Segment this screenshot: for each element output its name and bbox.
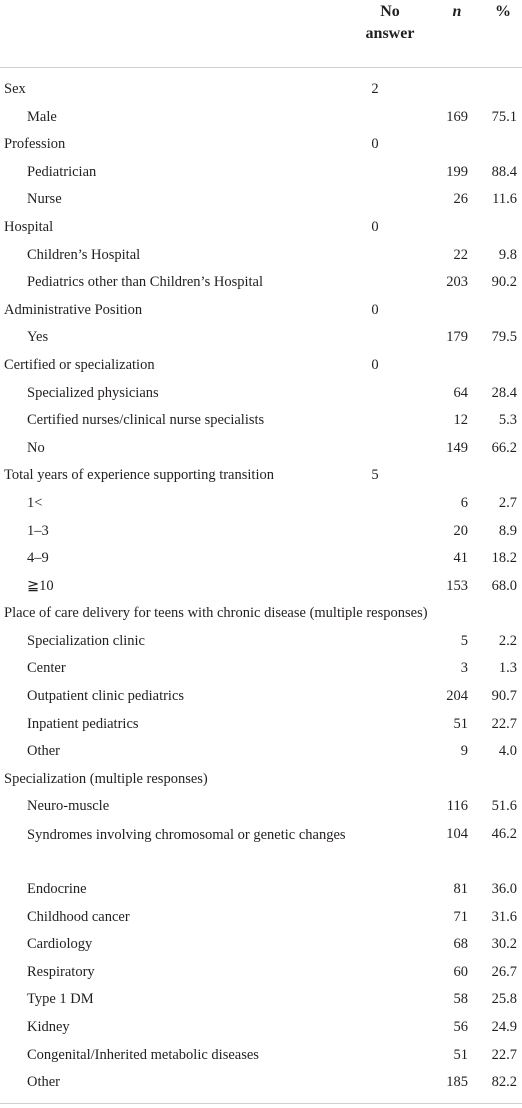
- table-row: [0, 186, 522, 214]
- table-row: [0, 131, 522, 159]
- table-row: [0, 959, 522, 987]
- table-row: [0, 518, 522, 546]
- row-percent: 30.2: [491, 936, 517, 953]
- row-percent: 31.6: [491, 908, 517, 925]
- row-percent: 36.0: [491, 881, 517, 898]
- row-label: Kidney: [27, 1019, 70, 1035]
- row-n: 56: [453, 1019, 468, 1035]
- table-row: [0, 1069, 522, 1097]
- row-n: 104: [446, 826, 468, 843]
- table-row: [0, 490, 522, 518]
- row-n: 179: [446, 329, 468, 346]
- row-label: Outpatient clinic pediatrics: [27, 688, 185, 705]
- row-label: Other: [27, 1074, 61, 1091]
- row-label: Other: [27, 743, 61, 760]
- row-n: 20: [453, 522, 468, 539]
- row-no-answer: 0: [371, 356, 379, 373]
- row-label: Endocrine: [27, 881, 87, 898]
- row-percent: 22.7: [491, 1046, 517, 1063]
- row-percent: 4.0: [498, 743, 517, 760]
- row-no-answer: 0: [371, 218, 379, 235]
- table-row: [0, 766, 522, 794]
- header-percent: %: [495, 3, 511, 20]
- row-percent: 9.8: [498, 246, 517, 263]
- table-row: [0, 655, 522, 683]
- row-label: 1–3: [27, 522, 49, 539]
- table-row: [0, 407, 522, 435]
- row-n: 116: [446, 798, 468, 815]
- row-percent: 2.2: [498, 632, 517, 649]
- row-label: Neuro-muscle: [27, 798, 110, 815]
- row-label: Syndromes involving chromosomal or genetic changes: [27, 827, 346, 844]
- row-n: 51: [453, 715, 468, 732]
- row-percent: 24.9: [491, 1019, 517, 1035]
- row-percent: 5.3: [498, 412, 517, 429]
- row-label: Center: [27, 660, 66, 677]
- row-n: 58: [453, 991, 468, 1008]
- row-n: 68: [453, 936, 468, 953]
- table-row: [0, 931, 522, 959]
- row-label: Hospital: [4, 218, 54, 235]
- row-percent: 26.7: [491, 963, 517, 980]
- table-row: [0, 711, 522, 739]
- row-n: 199: [446, 163, 468, 180]
- row-percent: 90.2: [491, 274, 517, 291]
- row-no-answer: 0: [371, 301, 379, 318]
- row-label: Congenital/Inherited metabolic diseases: [27, 1046, 259, 1063]
- row-label: Certified or specialization: [4, 356, 155, 373]
- row-label: Pediatrician: [27, 163, 97, 180]
- table-row: [0, 876, 522, 904]
- row-n: 51: [453, 1046, 468, 1063]
- table-header: [0, 0, 522, 68]
- table-row: [0, 793, 522, 821]
- row-n: 64: [453, 384, 468, 401]
- table-row: [0, 600, 522, 628]
- table-row: [0, 214, 522, 242]
- table-row: [0, 352, 522, 380]
- row-percent: 66.2: [491, 439, 517, 456]
- row-label: Inpatient pediatrics: [27, 715, 139, 732]
- row-n: 41: [453, 550, 468, 567]
- row-label: Total years of experience supporting transition: [4, 467, 274, 484]
- row-percent: 25.8: [491, 991, 517, 1008]
- row-no-answer: 5: [371, 467, 379, 484]
- row-percent: 68.0: [491, 577, 517, 594]
- table-row: [0, 159, 522, 187]
- row-percent: 1.3: [498, 660, 517, 677]
- row-n: 3: [460, 660, 468, 677]
- row-label: Specialization clinic: [27, 632, 145, 649]
- row-n: 185: [446, 1074, 468, 1091]
- row-n: 12: [453, 412, 468, 429]
- row-label: Cardiology: [27, 936, 93, 953]
- row-label: Children’s Hospital: [27, 246, 141, 263]
- row-percent: 11.6: [492, 191, 517, 208]
- header-n: n: [452, 3, 462, 20]
- row-label: Specialization (multiple responses): [4, 770, 208, 787]
- table-row: [0, 904, 522, 932]
- table-row: [0, 738, 522, 766]
- row-n: 204: [446, 688, 468, 705]
- row-label: Sex: [4, 81, 26, 97]
- row-label: ≧10: [27, 577, 54, 594]
- row-percent: 82.2: [491, 1074, 517, 1091]
- table-row: [0, 1042, 522, 1070]
- row-label: Childhood cancer: [27, 908, 130, 925]
- table-bottom-rule: [0, 1103, 522, 1104]
- table-row: [0, 628, 522, 656]
- table-row: [0, 545, 522, 573]
- row-percent: 79.5: [491, 329, 517, 346]
- table-row: [0, 76, 522, 104]
- table-row: [0, 104, 522, 132]
- row-label: Administrative Position: [4, 301, 143, 318]
- row-n: 81: [453, 881, 468, 898]
- row-n: 169: [446, 108, 468, 125]
- row-no-answer: 2: [371, 81, 379, 97]
- row-percent: 75.1: [491, 108, 517, 125]
- table-row: [0, 986, 522, 1014]
- table-row: [0, 573, 522, 601]
- row-n: 9: [460, 743, 468, 760]
- row-n: 22: [453, 246, 468, 263]
- row-n: 60: [453, 963, 468, 980]
- row-percent: 28.4: [491, 384, 517, 401]
- table-row: [0, 297, 522, 325]
- row-label: Male: [27, 108, 57, 125]
- row-label: Profession: [4, 136, 66, 153]
- table-row: [0, 683, 522, 711]
- table-body: [0, 68, 522, 1097]
- table-row: [0, 380, 522, 408]
- row-label: Place of care delivery for teens with chronic disease (multiple responses): [4, 605, 428, 622]
- row-label: Yes: [27, 329, 49, 346]
- table-row: [0, 435, 522, 463]
- table-row: [0, 324, 522, 352]
- row-label: Type 1 DM: [27, 991, 94, 1008]
- row-percent: 51.6: [491, 798, 517, 815]
- row-label: Certified nurses/clinical nurse specialists: [27, 412, 265, 429]
- row-percent: 88.4: [491, 163, 517, 180]
- table-row: [0, 242, 522, 270]
- row-n: 26: [453, 191, 468, 208]
- row-no-answer: 0: [371, 136, 379, 153]
- row-label: Respiratory: [27, 963, 95, 980]
- row-n: 71: [453, 908, 468, 925]
- row-n: 6: [460, 494, 468, 511]
- row-percent: 2.7: [498, 494, 517, 511]
- row-label: No: [27, 439, 45, 456]
- row-percent: 90.7: [491, 688, 517, 705]
- row-n: 149: [446, 439, 468, 456]
- header-no-answer: No answer: [365, 3, 415, 42]
- row-label: 4–9: [27, 550, 49, 567]
- row-percent: 8.9: [498, 522, 517, 539]
- row-label: Nurse: [27, 191, 62, 208]
- table-row: [0, 462, 522, 490]
- row-label: 1<: [27, 494, 43, 511]
- row-percent: 46.2: [491, 826, 517, 843]
- row-label: Specialized physicians: [27, 384, 159, 401]
- row-label: Pediatrics other than Children’s Hospital: [27, 274, 263, 291]
- row-percent: 18.2: [491, 550, 517, 567]
- row-percent: 22.7: [491, 715, 517, 732]
- table-row: [0, 269, 522, 297]
- row-n: 203: [446, 274, 468, 291]
- table-row: [0, 1014, 522, 1042]
- row-n: 5: [460, 632, 468, 649]
- row-n: 153: [446, 577, 468, 594]
- table-row: [0, 821, 522, 876]
